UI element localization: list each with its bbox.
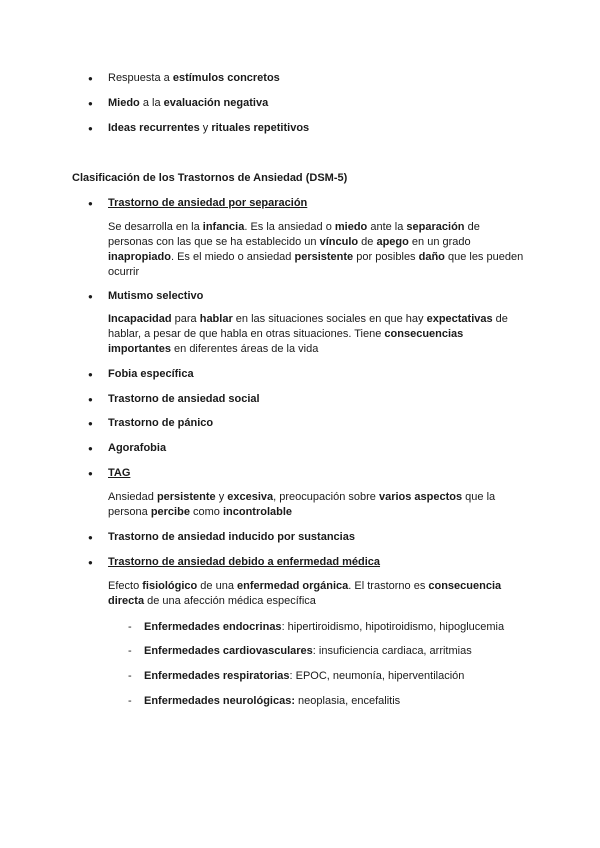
dash-icon: - (128, 621, 132, 633)
list-item-sustancias: ● Trastorno de ansiedad inducido por sustancias (88, 531, 355, 543)
bullet-icon: ● (88, 99, 93, 108)
sub-list-item: - Enfermedades endocrinas: hipertiroidismo, hipotiroidismo, hipoglucemia (128, 621, 505, 633)
bullet-icon: ● (88, 395, 93, 404)
paragraph-separacion: Se desarrolla en la infancia. Es la ansiedad o miedo ante la separación de personas con las que se ha establecido un vínculo de apego en un grado inapropiado. Es el miedo o ansiedad persistente por posibles daño que les pueden ocurrir (108, 221, 524, 278)
bullet-icon: ● (88, 199, 93, 208)
list-item: ● Fobia específica (88, 368, 194, 380)
list-item: ● Ideas recurrentes y rituales repetitivos (88, 122, 310, 134)
bullet-icon: ● (88, 444, 93, 453)
list-item: ● Agorafobia (88, 442, 167, 454)
bullet-icon: ● (88, 124, 93, 133)
dash-icon: - (128, 695, 132, 707)
list-item: ● Trastorno de ansiedad social (88, 393, 260, 405)
list-item-tag: ● TAG (88, 467, 131, 479)
dash-icon: - (128, 670, 132, 682)
sub-list-item: - Enfermedades neurológicas: neoplasia, encefalitis (128, 695, 401, 707)
list-item-mutismo: ● Mutismo selectivo (88, 290, 204, 302)
paragraph-mutismo: Incapacidad para hablar en las situaciones sociales en que hay expectativas de hablar, a pesar de que habla en otras situaciones. Tiene consecuencias importantes en diferentes áreas de la vida (108, 313, 508, 355)
list-item-separacion: ● Trastorno de ansiedad por separación (88, 197, 308, 209)
bullet-icon: ● (88, 292, 93, 301)
sub-list-item: - Enfermedades cardiovasculares: insuficiencia cardiaca, arritmias (128, 645, 472, 657)
list-item: ● Miedo a la evaluación negativa (88, 97, 269, 109)
paragraph-medica: Efecto fisiológico de una enfermedad orgánica. El trastorno es consecuencia directa de una afección médica específica (108, 580, 502, 607)
bullet-icon: ● (88, 469, 93, 478)
bullet-icon: ● (88, 74, 93, 83)
dash-icon: - (128, 645, 132, 657)
sub-list-item: - Enfermedades respiratorias: EPOC, neumonía, hiperventilación (128, 670, 465, 682)
list-item-medica: ● Trastorno de ansiedad debido a enfermedad médica (88, 556, 381, 568)
bullet-icon: ● (88, 533, 93, 542)
section-heading: Clasificación de los Trastornos de Ansiedad (DSM-5) (72, 172, 348, 184)
list-item: ● Respuesta a estímulos concretos (88, 72, 280, 84)
paragraph-tag: Ansiedad persistente y excesiva, preocupación sobre varios aspectos que la persona percibe como incontrolable (108, 491, 496, 518)
bullet-icon: ● (88, 419, 93, 428)
bullet-icon: ● (88, 558, 93, 567)
list-item: ● Trastorno de pánico (88, 417, 214, 429)
bullet-icon: ● (88, 370, 93, 379)
